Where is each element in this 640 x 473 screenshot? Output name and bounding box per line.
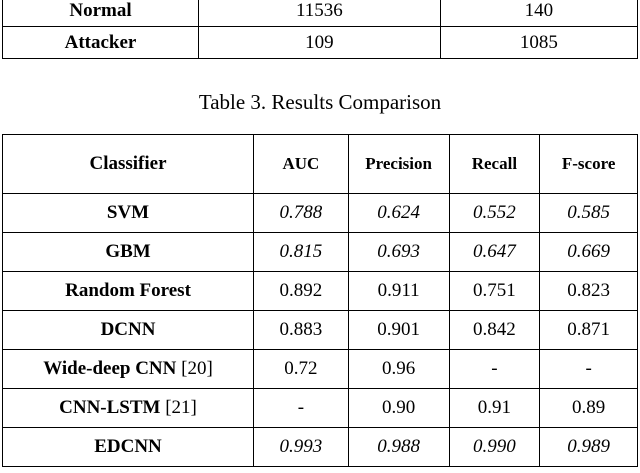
classifier-label: SVM bbox=[106, 202, 150, 223]
classifier-label: Random Forest bbox=[65, 280, 191, 301]
confusion-matrix-table bbox=[2, 0, 638, 59]
table-cell: 0.72 bbox=[254, 350, 349, 389]
classifier-name bbox=[3, 194, 254, 233]
classifier-name bbox=[3, 428, 254, 467]
citation: [20] bbox=[181, 358, 213, 379]
table-cell: 0.823 bbox=[540, 272, 638, 311]
column-header: F-score bbox=[540, 135, 638, 194]
table-row bbox=[3, 0, 638, 27]
table-row bbox=[3, 428, 638, 467]
table-cell: 0.892 bbox=[254, 272, 349, 311]
table-header-row bbox=[3, 135, 638, 194]
row-label: Normal bbox=[3, 0, 199, 27]
classifier-label: EDCNN bbox=[94, 436, 162, 457]
table-cell: 0.647 bbox=[449, 233, 540, 272]
table-cell: 0.624 bbox=[348, 194, 449, 233]
column-header: AUC bbox=[254, 135, 349, 194]
column-header: Classifier bbox=[3, 135, 254, 194]
table-cell: 0.585 bbox=[540, 194, 638, 233]
table-cell: 0.96 bbox=[348, 350, 449, 389]
table-cell: 0.552 bbox=[449, 194, 540, 233]
table-cell: 0.693 bbox=[348, 233, 449, 272]
table-cell: 0.89 bbox=[540, 389, 638, 428]
row-label: Attacker bbox=[3, 27, 199, 59]
classifier-name bbox=[3, 272, 254, 311]
classifier-label: GBM bbox=[105, 241, 151, 262]
table-cell: 0.988 bbox=[348, 428, 449, 467]
table-row bbox=[3, 389, 638, 428]
table-row bbox=[3, 272, 638, 311]
table-row bbox=[3, 27, 638, 59]
table-cell: - bbox=[449, 350, 540, 389]
table-cell: 0.883 bbox=[254, 311, 349, 350]
table-cell: 0.751 bbox=[449, 272, 540, 311]
table-cell: 109 bbox=[199, 27, 441, 59]
table-cell: 140 bbox=[440, 0, 637, 27]
table-cell: 0.993 bbox=[254, 428, 349, 467]
table-cell: 0.788 bbox=[254, 194, 349, 233]
table-cell: 11536 bbox=[199, 0, 441, 27]
classifier-label: Wide-deep CNN bbox=[43, 358, 177, 379]
table-cell: 0.91 bbox=[449, 389, 540, 428]
table-cell: - bbox=[540, 350, 638, 389]
table-cell: 0.911 bbox=[348, 272, 449, 311]
table-cell: 0.901 bbox=[348, 311, 449, 350]
table-caption: Table 3. Results Comparison bbox=[198, 90, 442, 114]
table-cell: 0.989 bbox=[540, 428, 638, 467]
table-row bbox=[3, 311, 638, 350]
table-row bbox=[3, 233, 638, 272]
column-header: Recall bbox=[449, 135, 540, 194]
classifier-name bbox=[3, 233, 254, 272]
classifier-name bbox=[3, 389, 254, 428]
table-cell: 0.842 bbox=[449, 311, 540, 350]
table-cell: 0.669 bbox=[540, 233, 638, 272]
table-row bbox=[3, 194, 638, 233]
classifier-name bbox=[3, 350, 254, 389]
table-cell: 0.815 bbox=[254, 233, 349, 272]
table-cell: 0.90 bbox=[348, 389, 449, 428]
table-cell: 0.990 bbox=[449, 428, 540, 467]
results-comparison-table bbox=[2, 134, 638, 467]
table-cell: - bbox=[254, 389, 349, 428]
classifier-label: DCNN bbox=[100, 319, 156, 340]
table-cell: 0.871 bbox=[540, 311, 638, 350]
table-cell: 1085 bbox=[440, 27, 637, 59]
table-row bbox=[3, 350, 638, 389]
citation: [21] bbox=[165, 397, 197, 418]
column-header: Precision bbox=[348, 135, 449, 194]
classifier-label: CNN-LSTM bbox=[59, 397, 161, 418]
classifier-name bbox=[3, 311, 254, 350]
